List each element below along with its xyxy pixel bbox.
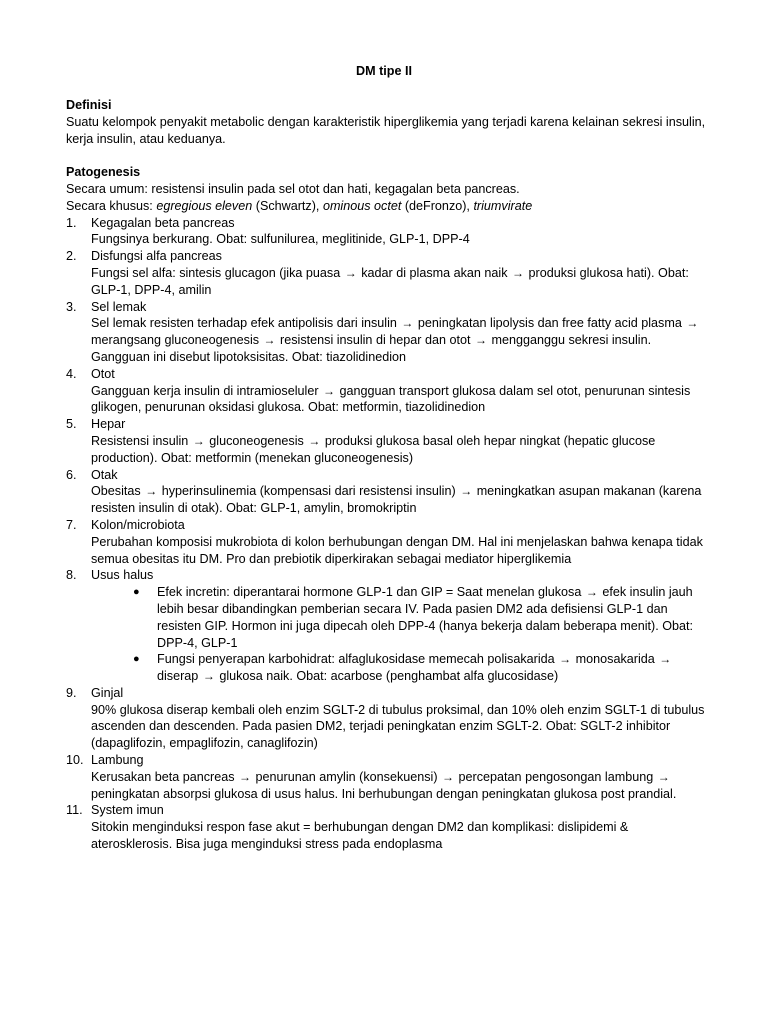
list-item-body-text-1: Fungsinya berkurang. Obat: sulfunilurea, meglitinide, GLP-1, DPP-4	[91, 232, 470, 247]
list-item-body-text-1: Sel lemak resisten terhadap efek antipolisis dari insulin	[91, 316, 397, 331]
list-item-number: 2.	[66, 249, 77, 264]
list-item	[66, 685, 706, 752]
list-item-body-text-3: produksi glukosa hati). Obat: GLP-1, DPP-4, amilin	[91, 265, 689, 297]
list-item-body-text-1: Perubahan komposisi mukrobiota di kolon berhubungan dengan DM. Hal ini menjelaskan bahwa kenapa tidak semua obesitas itu DM. Pro dan prebiotik diperkirakan sebagai mediator hiperglikemia	[91, 534, 703, 566]
document-title: DM tipe II	[356, 64, 412, 78]
list-item-body-text-5: mengganggu sekresi insulin. Gangguan ini disebut lipotoksisitas. Obat: tiazolidinedion	[91, 333, 652, 364]
arrow-right-icon: →	[239, 769, 252, 784]
arrow-right-icon: →	[585, 585, 598, 600]
list-item-body	[91, 819, 706, 853]
patogenesis-umum: Secara umum: resistensi insulin pada sel otot dan hati, kegagalan beta pancreas.	[66, 181, 520, 196]
list-item-title: Lambung	[91, 753, 144, 768]
list-item-body	[91, 433, 706, 467]
list-item-body-text-2: gluconeogenesis	[209, 433, 304, 448]
arrow-right-icon: →	[263, 333, 276, 348]
patogenesis-heading: Patogenesis	[66, 165, 141, 180]
bullet-dot-icon: ●	[133, 586, 140, 599]
list-item-number: 11.	[66, 803, 83, 818]
list-item-number: 10.	[66, 753, 84, 768]
list-item-title: Otak	[91, 467, 118, 482]
list-item	[66, 802, 706, 852]
arrow-right-icon: →	[323, 383, 336, 398]
arrow-right-icon: →	[202, 669, 215, 684]
arrow-right-icon: →	[442, 769, 455, 784]
list-item	[66, 517, 706, 567]
khusus-prefix: Secara khusus:	[66, 198, 157, 213]
khusus-term-ominous: ominous octet	[322, 198, 402, 213]
arrow-right-icon: →	[559, 652, 572, 667]
list-item-body	[91, 769, 706, 803]
list-item	[66, 567, 706, 685]
patogenesis-khusus	[66, 198, 706, 215]
bullet-item-body	[157, 584, 706, 651]
list-item	[66, 366, 706, 416]
bullet-item-text-4: glukosa naik. Obat: acarbose (penghambat alfa glucosidase)	[219, 669, 559, 684]
list-item-body-text-2: peningkatan lipolysis dan free fatty acid plasma	[417, 316, 682, 331]
list-item-number: 9.	[66, 685, 77, 700]
list-item-body	[91, 702, 706, 752]
list-item-number: 6.	[66, 467, 77, 482]
arrow-right-icon: →	[192, 433, 205, 448]
list-item-number: 5.	[66, 417, 77, 432]
list-item	[66, 416, 706, 466]
list-item-body	[91, 265, 706, 299]
list-item	[66, 215, 706, 249]
bullet-dot-icon: ●	[133, 653, 140, 666]
list-item-body-text-2: gangguan transport glukosa dalam sel otot, penurunan sintesis glikogen, penurunan oksidasi glukosa. Obat: metformin, tiazolidinedion	[91, 383, 691, 415]
patogenesis-list	[66, 215, 706, 853]
list-item-body	[91, 483, 706, 517]
list-item-title: Kolon/microbiota	[91, 517, 185, 532]
list-item-body-text-4: peningkatan absorpsi glukosa di usus halus. Ini berhubungan dengan peningkatan glukosa post prandial.	[91, 786, 677, 801]
list-item-title: Usus halus	[91, 568, 154, 583]
document-body	[66, 97, 706, 853]
definisi-heading: Definisi	[66, 98, 112, 112]
list-item-number: 8.	[66, 568, 77, 583]
list-item-body-text-3: meningkatkan asupan makanan (karena resisten insulin di otak). Obat: GLP-1, amylin, bromokriptin	[91, 484, 702, 516]
list-item-title: Otot	[91, 366, 115, 381]
arrow-right-icon: →	[460, 484, 473, 499]
bullet-item	[133, 651, 706, 685]
list-item-body-text-1: Fungsi sel alfa: sintesis glucagon (jika puasa	[91, 265, 341, 280]
list-item-body	[91, 315, 706, 365]
list-item-body	[91, 231, 706, 248]
list-item-number: 1.	[66, 215, 77, 230]
bullet-item-text-2: monosakarida	[575, 652, 655, 667]
list-item-body-text-2: hyperinsulinemia (kompensasi dari resistensi insulin)	[161, 484, 456, 499]
list-item-title: Hepar	[91, 417, 126, 432]
list-item-body-text-1: Sitokin menginduksi respon fase akut = berhubungan dengan DM2 dan komplikasi: dislipidemi & aterosklerosis. Bisa juga menginduksi stress pada endoplasma	[91, 820, 629, 852]
bullet-item-text-1: Efek incretin: diperantarai hormone GLP-1 dan GIP = Saat menelan glukosa	[157, 585, 582, 600]
list-item-body	[91, 383, 706, 417]
list-item-body-text-1: Resistensi insulin	[91, 433, 189, 448]
list-item	[66, 299, 706, 366]
list-item-body-text-2: penurunan amylin (konsekuensi)	[255, 769, 438, 784]
khusus-author-schwartz: (Schwartz),	[252, 198, 323, 213]
list-item-title: System imun	[91, 803, 164, 818]
list-item-body-text-3: percepatan pengosongan lambung	[458, 769, 654, 784]
arrow-right-icon: →	[344, 265, 357, 280]
bullet-item-text-1: Fungsi penyerapan karbohidrat: alfaglukosidase memecah polisakarida	[157, 652, 555, 667]
list-item-body-text-1: Kerusakan beta pancreas	[91, 769, 235, 784]
khusus-term-egregious: egregious eleven	[156, 198, 253, 213]
arrow-right-icon: →	[512, 265, 525, 280]
list-item-number: 4.	[66, 366, 77, 381]
list-item-body-text-3: produksi glukosa basal oleh hepar ningkat (hepatic glucose production). Obat: metformin (menekan gluconeogenesis)	[91, 433, 656, 465]
list-item-body-text-4: resistensi insulin di hepar dan otot	[280, 333, 471, 348]
arrow-right-icon: →	[145, 484, 158, 499]
list-item-body-text-2: kadar di plasma akan naik	[361, 265, 508, 280]
arrow-right-icon: →	[401, 316, 414, 331]
list-item	[66, 467, 706, 517]
arrow-right-icon: →	[657, 769, 670, 784]
bullet-item-text-3: diserap	[157, 669, 199, 684]
list-item-title: Ginjal	[91, 685, 124, 700]
definisi-text: Suatu kelompok penyakit metabolic dengan karakteristik hiperglikemia yang terjadi karena kelainan sekresi insulin, kerja insulin, atau keduanya.	[66, 114, 706, 146]
bullet-item-text-2: efek insulin jauh lebih besar dibandingkan pemberian secara IV. Pada pasien DM2 ada defisiensi GLP-1 dan resisten GIP. Hormon ini juga dipecah oleh DPP-4 (hanya bekerja dalam beberapa menit). Obat: DPP-4, GLP-1	[157, 585, 693, 650]
list-item-body-text-1: Gangguan kerja insulin di intramioseluler	[91, 383, 319, 398]
bullet-item	[133, 584, 706, 651]
list-item-title: Disfungsi alfa pancreas	[91, 249, 222, 264]
arrow-right-icon: →	[686, 316, 699, 331]
bullet-item-body	[157, 651, 706, 685]
list-item-title: Sel lemak	[91, 299, 147, 314]
list-item-number: 3.	[66, 299, 77, 314]
list-item-number: 7.	[66, 517, 77, 532]
list-item-body	[91, 534, 706, 568]
list-item	[66, 752, 706, 802]
list-item-body-text-1: Obesitas	[91, 484, 141, 499]
bullet-list	[91, 584, 706, 685]
khusus-author-defronzo: (deFronzo),	[401, 198, 474, 213]
list-item-body-text-3: merangsang gluconeogenesis	[91, 333, 260, 348]
list-item	[66, 248, 706, 298]
list-item-title: Kegagalan beta pancreas	[91, 215, 235, 230]
arrow-right-icon: →	[474, 333, 487, 348]
list-item-body-text-1: 90% glukosa diserap kembali oleh enzim SGLT-2 di tubulus proksimal, dan 10% oleh enzim SGLT-1 di tubulus ascenden dan descenden. Pada pasien DM2, terjadi peningkatan enzim SGLT-2. Obat: SGLT-2 inhibitor (dapaglifozin, empaglifozin, canaglifozin)	[91, 702, 705, 751]
arrow-right-icon: →	[659, 652, 672, 667]
khusus-term-triumvirate: triumvirate	[473, 198, 533, 213]
arrow-right-icon: →	[308, 433, 321, 448]
